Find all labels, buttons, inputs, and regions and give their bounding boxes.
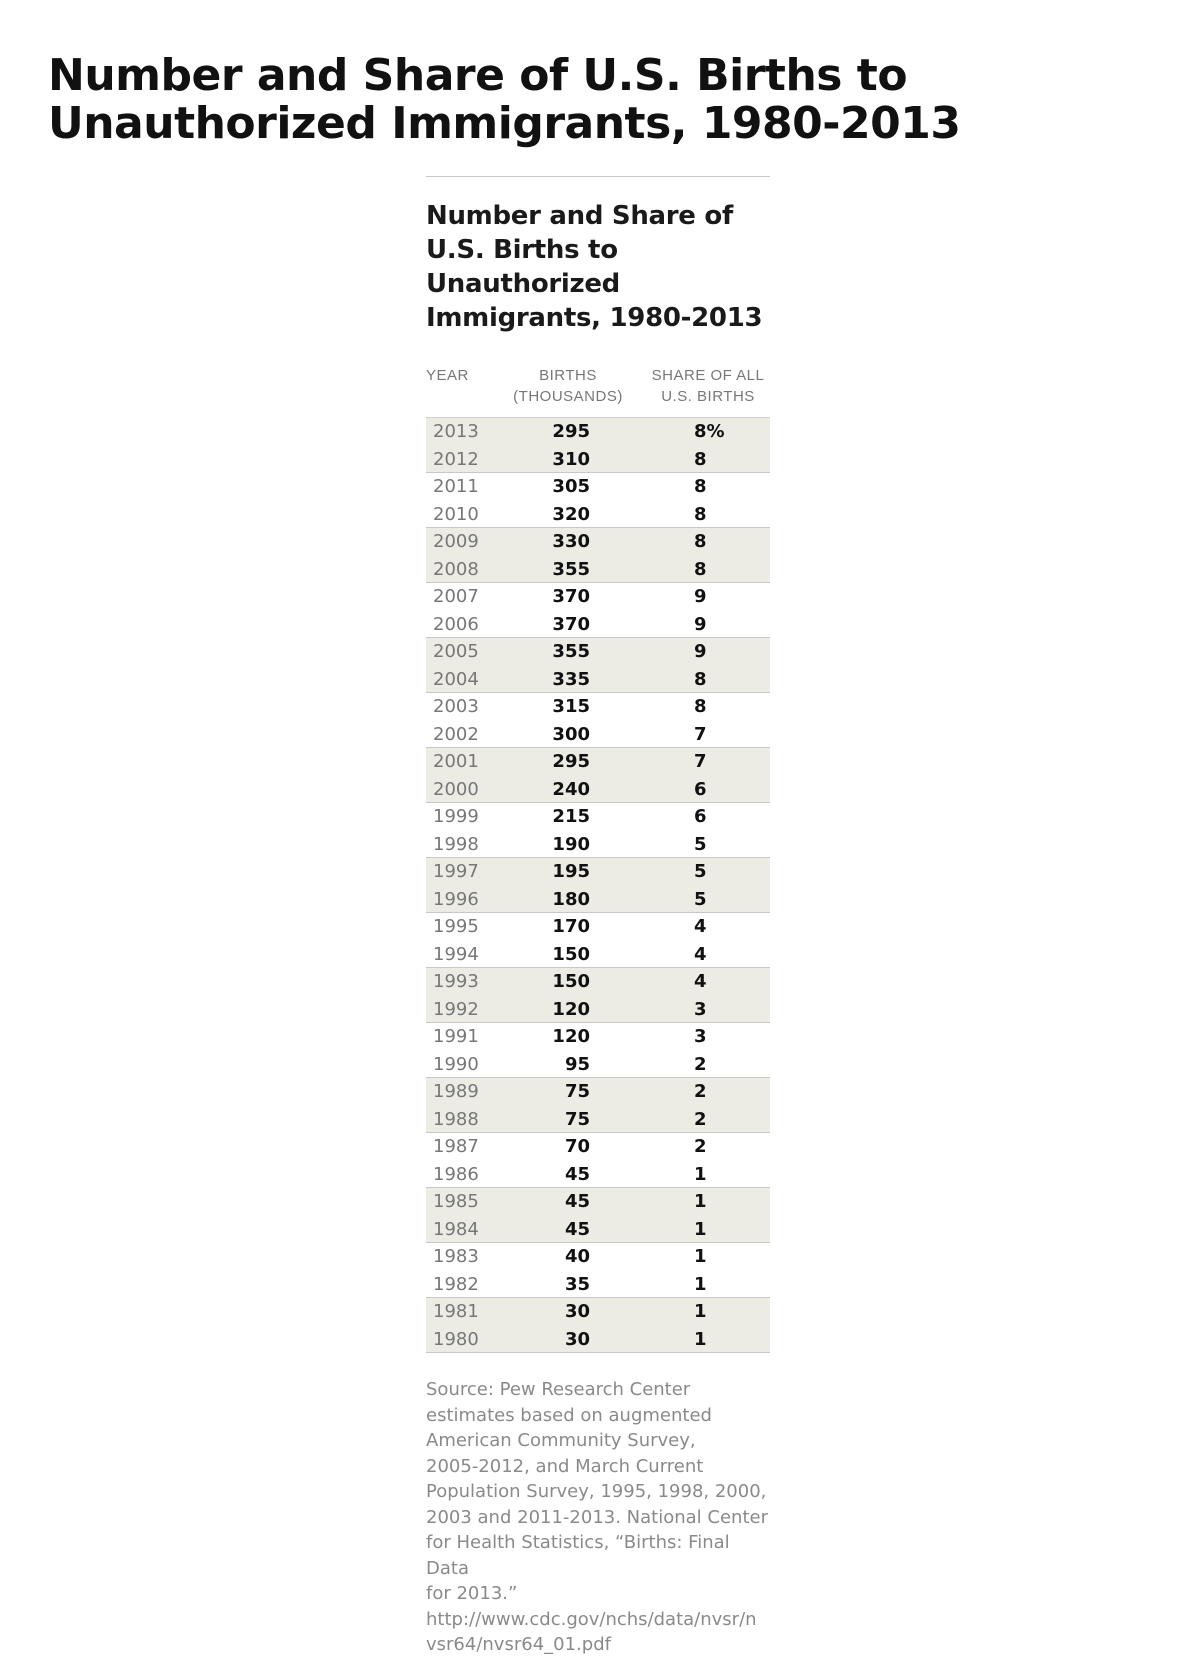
source-line: vsr64/nvsr64_01.pdf [426, 1634, 611, 1655]
year-cell: 1984 [433, 1218, 479, 1240]
share-cell: 8 [694, 531, 707, 552]
year-cell: 1991 [433, 1026, 479, 1047]
births-cell: 370 [552, 586, 590, 607]
births-cell: 215 [552, 806, 590, 827]
births-cell: 355 [552, 558, 590, 580]
column-header-births-line1: BIRTHS [539, 367, 597, 384]
year-cell: 2013 [433, 421, 479, 442]
year-cell: 1994 [433, 943, 479, 965]
year-cell: 1982 [433, 1273, 479, 1295]
births-cell: 330 [552, 531, 590, 552]
year-cell: 1996 [433, 888, 479, 910]
births-cell: 295 [552, 751, 590, 772]
table-row [426, 913, 770, 941]
births-cell: 120 [552, 998, 590, 1020]
births-cell: 120 [552, 1026, 590, 1047]
share-cell: 9 [694, 613, 707, 635]
births-cell: 300 [552, 723, 590, 745]
share-cell: 2 [694, 1136, 707, 1157]
column-header-share-line1: SHARE OF ALL [651, 367, 765, 384]
source-line: Population Survey, 1995, 1998, 2000, [426, 1481, 767, 1502]
table-row [426, 803, 770, 831]
table-panel [426, 176, 770, 1658]
table-row [426, 858, 770, 886]
table-row [426, 721, 770, 749]
births-cell: 170 [552, 916, 590, 937]
column-header-births-line2: (THOUSANDS) [513, 388, 623, 405]
year-cell: 1981 [433, 1301, 479, 1322]
share-cell: 4 [694, 943, 707, 965]
table-row [426, 418, 770, 446]
share-cell: 4 [694, 971, 707, 992]
table-row [426, 1106, 770, 1134]
births-cell: 195 [552, 861, 590, 882]
year-cell: 1988 [433, 1108, 479, 1130]
births-cell: 70 [564, 1136, 590, 1157]
table-row [426, 473, 770, 501]
year-cell: 1985 [433, 1191, 479, 1212]
column-header-births [512, 365, 624, 407]
year-cell: 1997 [433, 861, 479, 882]
share-cell: 3 [694, 1026, 707, 1047]
share-cell: 8 [694, 668, 707, 690]
births-cell: 75 [564, 1108, 590, 1130]
share-cell: 6 [694, 806, 707, 827]
table-row [426, 1188, 770, 1216]
births-cell: 310 [552, 448, 590, 470]
table-row [426, 1051, 770, 1079]
year-cell: 2002 [433, 723, 479, 745]
share-cell: 1 [694, 1246, 707, 1267]
table-title: Number and Share of U.S. Births to Unauthorized Immigrants, 1980-2013 [426, 201, 763, 333]
share-cell: 1 [694, 1301, 707, 1322]
year-cell: 1980 [433, 1328, 479, 1350]
year-cell: 2009 [433, 531, 479, 552]
births-cell: 40 [564, 1246, 590, 1267]
table-row [426, 1078, 770, 1106]
births-cell: 45 [564, 1218, 590, 1240]
year-cell: 1992 [433, 998, 479, 1020]
year-cell: 2007 [433, 586, 479, 607]
year-cell: 2003 [433, 696, 479, 717]
share-cell: 4 [694, 916, 707, 937]
year-cell: 1989 [433, 1081, 479, 1102]
column-header-year-label: YEAR [426, 367, 469, 384]
year-cell: 1987 [433, 1136, 479, 1157]
table-row [426, 941, 770, 969]
table-row [426, 638, 770, 666]
share-cell: 1 [694, 1273, 707, 1295]
year-cell: 2000 [433, 778, 479, 800]
births-cell: 95 [564, 1053, 590, 1075]
year-cell: 2008 [433, 558, 479, 580]
table-row [426, 1326, 770, 1354]
year-cell: 2011 [433, 476, 479, 497]
year-cell: 1990 [433, 1053, 479, 1075]
source-line: American Community Survey, [426, 1430, 696, 1451]
year-cell: 2001 [433, 751, 479, 772]
share-cell: 1 [694, 1328, 707, 1350]
year-cell: 2004 [433, 668, 479, 690]
share-cell: 8 [694, 558, 707, 580]
births-cell: 315 [552, 696, 590, 717]
source-line: 2003 and 2011-2013. National Center [426, 1506, 768, 1528]
share-cell: 2 [694, 1053, 707, 1075]
table-row [426, 1298, 770, 1326]
source-line: 2005-2012, and March Current [426, 1455, 704, 1477]
table-row [426, 611, 770, 639]
table-row [426, 1161, 770, 1189]
share-cell: 8 [694, 503, 707, 525]
share-cell: 2 [694, 1108, 707, 1130]
births-cell: 150 [552, 943, 590, 965]
top-divider [426, 176, 770, 177]
table-row [426, 776, 770, 804]
births-cell: 355 [552, 641, 590, 662]
share-cell: 8 [694, 476, 707, 497]
year-cell: 1983 [433, 1246, 479, 1267]
births-cell: 240 [552, 778, 590, 800]
share-cell: 2 [694, 1081, 707, 1102]
table-row [426, 996, 770, 1024]
births-cell: 35 [564, 1273, 590, 1295]
births-cell: 75 [564, 1081, 590, 1102]
births-cell: 180 [552, 888, 590, 910]
births-cell: 190 [552, 833, 590, 855]
births-cell: 150 [552, 971, 590, 992]
share-cell: 7 [694, 723, 707, 745]
table-row [426, 528, 770, 556]
source-line: for Health Statistics, “Births: Final Data [426, 1532, 730, 1579]
column-header-share-line2: U.S. BIRTHS [661, 388, 755, 405]
year-cell: 2006 [433, 613, 479, 635]
share-cell: 8% [694, 421, 725, 442]
table-row [426, 556, 770, 584]
share-cell: 5 [694, 888, 707, 910]
source-line: estimates based on augmented [426, 1404, 712, 1426]
share-cell: 5 [694, 833, 707, 855]
share-cell: 5 [694, 861, 707, 882]
page-title: Number and Share of U.S. Births to Unauthorized Immigrants, 1980-2013 [48, 50, 961, 149]
table-row [426, 446, 770, 474]
share-cell: 8 [694, 448, 707, 470]
column-headers [426, 365, 770, 411]
table-body [426, 417, 770, 1353]
table-row [426, 666, 770, 694]
year-cell: 2005 [433, 641, 479, 662]
births-cell: 30 [564, 1328, 590, 1350]
year-cell: 1986 [433, 1163, 479, 1185]
births-cell: 370 [552, 613, 590, 635]
births-cell: 295 [552, 421, 590, 442]
share-cell: 3 [694, 998, 707, 1020]
table-row [426, 748, 770, 776]
share-cell: 7 [694, 751, 707, 772]
births-cell: 45 [564, 1163, 590, 1185]
births-cell: 305 [552, 476, 590, 497]
share-cell: 8 [694, 696, 707, 717]
share-cell: 9 [694, 586, 707, 607]
births-cell: 320 [552, 503, 590, 525]
table-row [426, 501, 770, 529]
table-row [426, 1243, 770, 1271]
source-note [426, 1377, 770, 1658]
share-cell: 9 [694, 641, 707, 662]
births-cell: 30 [564, 1301, 590, 1322]
table-row [426, 1133, 770, 1161]
table-row [426, 693, 770, 721]
year-cell: 1999 [433, 806, 479, 827]
table-row [426, 1216, 770, 1244]
births-cell: 335 [552, 668, 590, 690]
source-line: for 2013.” [426, 1583, 518, 1604]
source-line: http://www.cdc.gov/nchs/data/nvsr/n [426, 1608, 757, 1630]
source-line: Source: Pew Research Center [426, 1379, 691, 1400]
table-row [426, 1271, 770, 1299]
year-cell: 2010 [433, 503, 479, 525]
table-row [426, 968, 770, 996]
share-cell: 1 [694, 1191, 707, 1212]
year-cell: 1998 [433, 833, 479, 855]
column-header-year [426, 365, 490, 386]
year-cell: 1995 [433, 916, 479, 937]
table-row [426, 583, 770, 611]
column-header-share [642, 365, 774, 407]
share-cell: 6 [694, 778, 707, 800]
share-cell: 1 [694, 1218, 707, 1240]
births-cell: 45 [564, 1191, 590, 1212]
table-row [426, 1023, 770, 1051]
year-cell: 1993 [433, 971, 479, 992]
share-cell: 1 [694, 1163, 707, 1185]
table-row [426, 886, 770, 914]
table-row [426, 831, 770, 859]
year-cell: 2012 [433, 448, 479, 470]
